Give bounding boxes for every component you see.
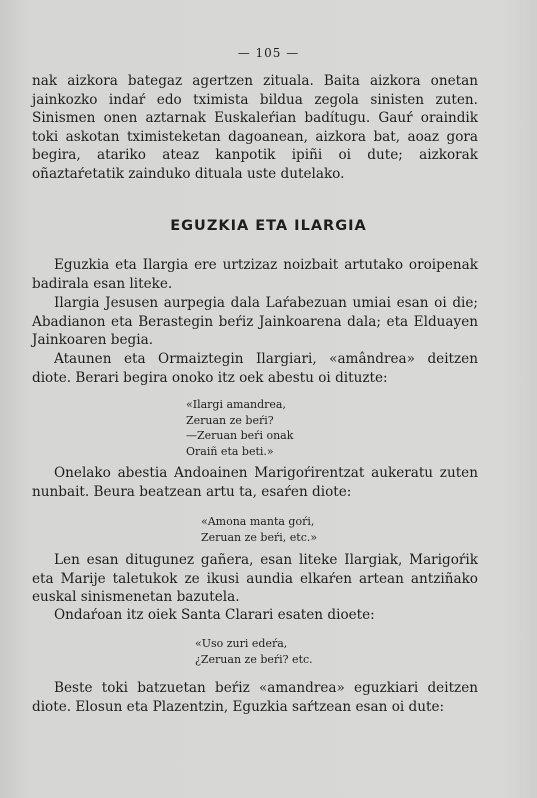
- paragraph-eguzkia: Eguzkia eta Ilargia ere urtzizaz noizbait artutako oroipenak badirala esan liteke.: [32, 257, 478, 292]
- verse-line: Oraiñ eta beti.»: [186, 444, 274, 458]
- paragraph-elosu: Beste toki batzuetan beŕiz «amandrea» eguzkiari deitzen diote. Elosun eta Plazentzin, Eguzkia saŕtzean esan oi dute:: [32, 680, 478, 715]
- paragraph-santa-clara: Ondaŕoan itz oiek Santa Clarari esaten dioete:: [54, 607, 375, 623]
- intro-paragraph: nak aizkora bategaz agertzen zituala. Baita aizkora onetan jainkozko indaŕ edo tximista bildua zegola sinisten zuten. Sinismen onen aztarnak Euskaleŕian badítugu. Gauŕ oraindik toki askotan tximisteketan dagoanean, aizkora bat, aoaz gora begira, atariko ateaz kanpotik ipiñi oi dute; aizkorak oñaztaŕetatik zainduko dituala uste dutelako.: [32, 73, 478, 182]
- paragraph-ataun: Ataunen eta Ormaiztegin Ilargiari, «amândrea» deitzen diote. Berari begira onoko itz oek abestu oi dituzte:: [32, 351, 478, 386]
- verse-line: «Amona manta goŕi,: [201, 515, 315, 528]
- verse-line: Zeruan ze beŕi, etc.»: [201, 530, 318, 544]
- verse-line: ¿Zeruan ze beŕi? etc.: [195, 652, 313, 666]
- verse-line: «Uso zuri edeŕa,: [195, 637, 288, 650]
- paragraph-andoain: Onelako abestia Andoainen Marigoŕirentzat aukeratu zuten nunbait. Beura beatzean artu ta, esaŕen diote:: [32, 465, 478, 500]
- verse-line: «Ilargi amandrea,: [186, 398, 286, 411]
- verse-line: —Zeruan beŕi onak: [186, 429, 294, 442]
- section-heading: EGUZKIA ETA ILARGIA: [170, 218, 367, 234]
- paragraph-ilargia: Ilargia Jesusen aurpegia dala Laŕabezuan umiai esan oi die; Abadianon eta Berastegin beŕiz Jainkoarena dala; eta Elduayen Jainkoaren begia.: [32, 295, 478, 349]
- page-number: — 105 —: [237, 46, 300, 60]
- verse-line: Zeruan ze beŕi?: [186, 413, 274, 427]
- paragraph-marigori: Len esan ditugunez gañera, esan liteke Ilargiak, Marigoŕik eta Marije taletukok ze ikusi aundia elkaŕen artean antziñako euskal sinismenetan bazutela.: [32, 552, 478, 606]
